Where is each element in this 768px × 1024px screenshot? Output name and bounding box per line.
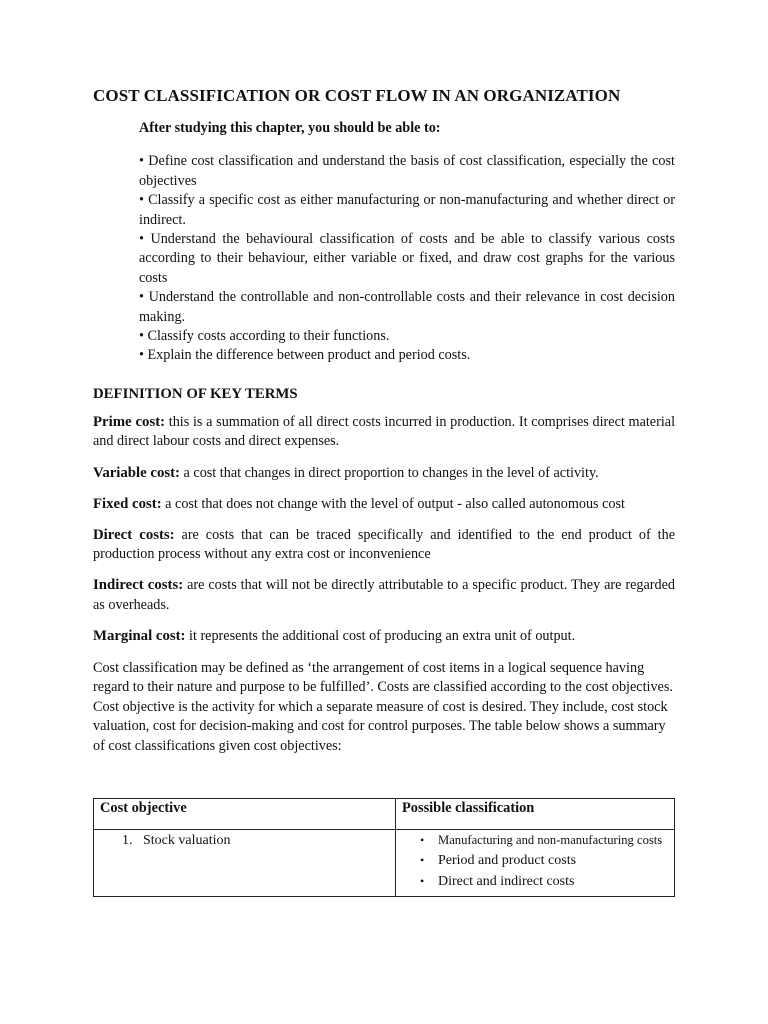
classification-list bbox=[402, 833, 668, 890]
term-text: a cost that does not change with the level of output - also called autonomous cost bbox=[161, 495, 625, 512]
term-label: Indirect costs: bbox=[93, 577, 184, 594]
objectives-lead: After studying this chapter, you should be able to: bbox=[139, 120, 441, 136]
term-text: it represents the additional cost of producing an extra unit of output. bbox=[185, 628, 576, 645]
bullet-icon: • bbox=[420, 852, 425, 867]
definitions-list bbox=[93, 413, 675, 647]
definition-indirect-costs bbox=[93, 576, 675, 615]
table-cell-objective bbox=[94, 830, 396, 897]
term-text: this is a summation of all direct costs incurred in production. It comprises direct material and direct labour costs and direct expenses. bbox=[93, 413, 676, 450]
definition-prime-cost bbox=[93, 413, 675, 452]
list-item-text: Direct and indirect costs bbox=[438, 873, 575, 889]
term-label: Direct costs: bbox=[93, 526, 175, 543]
objective-item: • Classify costs according to their functions. bbox=[139, 328, 390, 345]
table-row bbox=[94, 830, 675, 897]
list-item bbox=[420, 833, 668, 848]
definitions-heading: DEFINITION OF KEY TERMS bbox=[93, 385, 298, 402]
term-label: Fixed cost: bbox=[93, 495, 162, 512]
intro-paragraph: Cost classification may be defined as ‘the arrangement of cost items in a logical sequence having regard to their nature and purpose to be fulfilled’. Costs are classified according to the cost objectives. Cost objective is the activity for which a separate measure of cost is desired. They include, cost stock valuation, cost for decision-making and cost for control purposes. The table below shows a summary of cost classifications given cost objectives: bbox=[93, 659, 673, 754]
term-label: Marginal cost: bbox=[93, 628, 186, 645]
list-item-text: Manufacturing and non-manufacturing costs bbox=[438, 833, 663, 848]
list-item bbox=[420, 873, 668, 890]
bullet-icon: • bbox=[420, 833, 425, 848]
term-text: a cost that changes in direct proportion to changes in the level of activity. bbox=[180, 464, 599, 481]
table-cell-classifications bbox=[396, 830, 675, 897]
term-label: Variable cost: bbox=[93, 464, 180, 481]
table-header-cost-objective: Cost objective bbox=[94, 799, 396, 830]
document-title: COST CLASSIFICATION OR COST FLOW IN AN ORGANIZATION bbox=[93, 86, 621, 105]
objective-item: • Explain the difference between product and period costs. bbox=[139, 347, 471, 364]
term-text: are costs that can be traced specifically and identified to the end product of the production process without any extra cost or inconvenience bbox=[93, 526, 675, 563]
term-text: are costs that will not be directly attributable to a specific product. They are regarded as overheads. bbox=[93, 577, 675, 614]
learning-objectives bbox=[139, 119, 675, 366]
objective-item: • Classify a specific cost as either manufacturing or non-manufacturing and whether direct or indirect. bbox=[139, 192, 675, 228]
table-header-possible-classification: Possible classification bbox=[396, 799, 675, 830]
cost-classification-table bbox=[93, 798, 675, 897]
item-text: Stock valuation bbox=[143, 833, 231, 849]
list-item bbox=[420, 852, 668, 869]
bullet-icon: • bbox=[420, 873, 425, 888]
objective-item: • Define cost classification and understand the basis of cost classification, especially the cost objectives bbox=[139, 153, 675, 189]
definition-variable-cost bbox=[93, 464, 675, 484]
term-label: Prime cost: bbox=[93, 413, 166, 430]
definition-direct-costs bbox=[93, 526, 675, 565]
list-item-text: Period and product costs bbox=[438, 852, 577, 868]
numbered-item bbox=[122, 833, 389, 849]
objective-item: • Understand the behavioural classification of costs and be able to classify various costs according to their behaviour, either variable or fixed, and draw cost graphs for the various costs bbox=[139, 231, 675, 286]
table-header-row bbox=[94, 799, 675, 830]
definition-marginal-cost bbox=[93, 627, 675, 647]
item-number: 1. bbox=[122, 833, 133, 849]
objective-item: • Understand the controllable and non-controllable costs and their relevance in cost decision making. bbox=[139, 289, 675, 325]
definition-fixed-cost bbox=[93, 495, 675, 515]
